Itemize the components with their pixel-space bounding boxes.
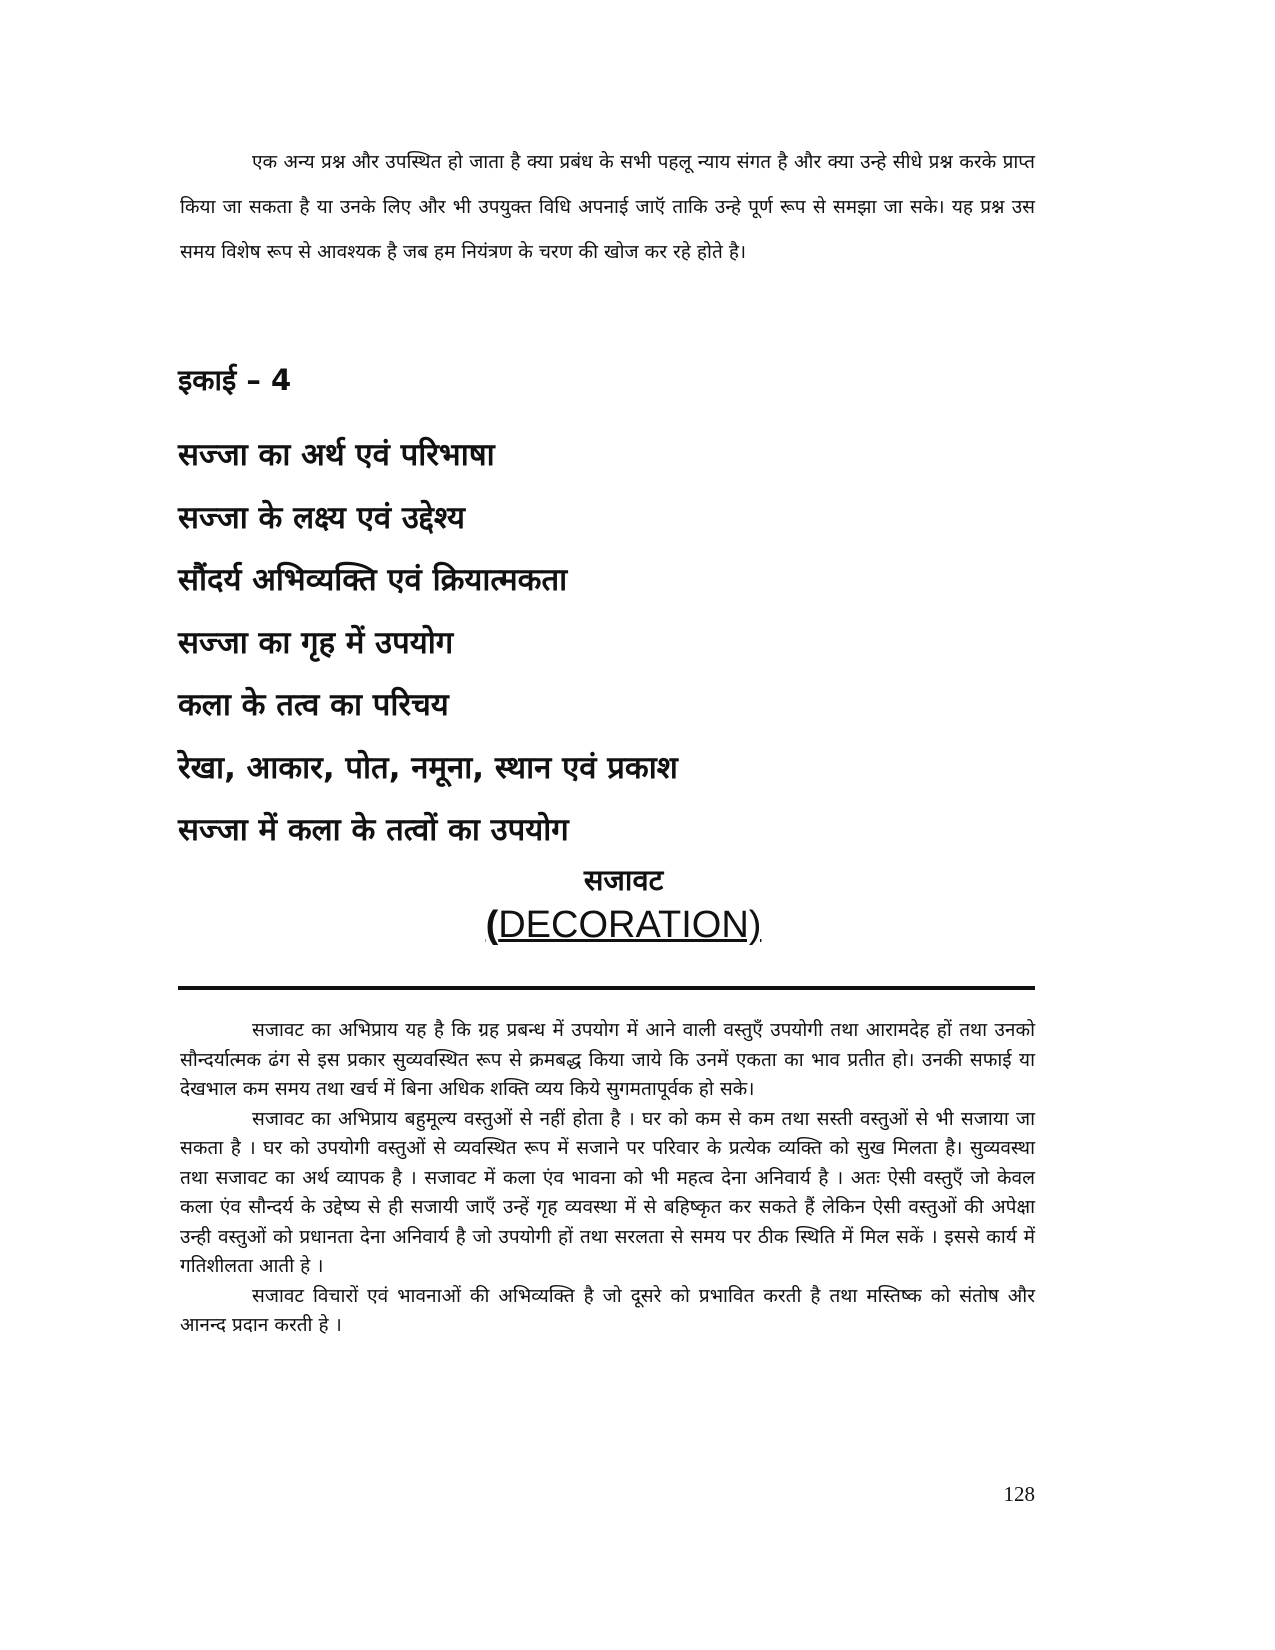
topic-item: सौंदर्य अभिव्यक्ति एवं क्रियात्मकता — [178, 562, 568, 598]
body-paragraph: सजावट का अभिप्राय यह है कि ग्रह प्रबन्ध में उपयोग में आने वाली वस्तुएँ उपयोगी तथा आरामदेह हों तथा उनको सौन्दर्यात्मक ढंग से इस प्रकार सुव्यवस्थित रूप से क्रमबद्ध किया जाये कि उनमें एकता का भाव प्रतीत हो। उनकी सफाई या देखभाल कम समय तथा खर्च में बिना अधिक शक्ति व्यय किये सुगमतापूर्वक हो सके। — [180, 1019, 1035, 1100]
topic-item: रेखा, आकार, पोत, नमूना, स्थान एवं प्रकाश — [178, 749, 678, 786]
page-number: 128 — [1003, 1482, 1035, 1506]
topic-item: सज्जा का अर्थ एवं परिभाषा — [178, 437, 495, 473]
section-title-hindi: सजावट — [583, 863, 664, 897]
title-open-paren: ( — [485, 904, 499, 946]
section-title-english — [0, 902, 1275, 948]
body-paragraph: सजावट का अभिप्राय बहुमूल्य वस्तुओं से नहीं होता है । घर को कम से कम तथा सस्ती वस्तुओं से भी सजाया जा सकता है । घर को उपयोगी वस्तुओं से व्यवस्थित रूप में सजाने पर परिवार के प्रत्येक व्यक्ति को सुख मिलता है। सुव्यवस्था तथा सजावट का अर्थ व्यापक है । सजावट में कला एंव भावना को भी महत्व देना अनिवार्य है । अतः ऐसी वस्तुएँ जो केवल कला एंव सौन्दर्य के उद्देष्य से ही सजायी जाएँ उन्हें गृह व्यवस्था में से बहिष्कृत कर सकते हैं लेकिन ऐसी वस्तुओं की अपेक्षा उन्ही वस्तुओं को प्रधानता देना अनिवार्य है जो उपयोगी हों तथा सरलता से समय पर ठीक स्थिति में मिल सकें । इससे कार्य में गतिशीलता आती हे । — [180, 1107, 1035, 1277]
body-text — [180, 1016, 1035, 1341]
topic-item: कला के तत्व का परिचय — [178, 687, 449, 723]
body-paragraph: सजावट विचारों एवं भावनाओं की अभिव्यक्ति है जो दूसरे को प्रभावित करती है तथा मस्तिष्क को संतोष और आनन्द प्रदान करती हे । — [180, 1284, 1035, 1336]
section-title — [0, 858, 1275, 948]
title-english-text: DECORATION) — [498, 904, 762, 946]
unit-heading: इकाई – 4 — [178, 363, 292, 397]
topic-item: सज्जा के लक्ष्य एवं उद्देश्य — [178, 499, 466, 536]
topic-item: सज्जा का गृह में उपयोग — [178, 624, 454, 661]
topic-list — [178, 424, 678, 862]
horizontal-rule — [178, 986, 1035, 990]
intro-paragraph: एक अन्य प्रश्न और उपस्थित हो जाता है क्या प्रबंध के सभी पहलू न्याय संगत है और क्या उन्हे सीधे प्रश्न करके प्राप्त किया जा सकता है या उनके लिए और भी उपयुक्त विधि अपनाई जाऍ ताकि उन्हे पूर्ण रूप से समझा जा सके। यह प्रश्न उस समय विशेष रूप से आवश्यक है जब हम नियंत्रण के चरण की खोज कर रहे होते है। — [180, 151, 1035, 263]
topic-item: सज्जा में कला के तत्वों का उपयोग — [178, 812, 569, 848]
